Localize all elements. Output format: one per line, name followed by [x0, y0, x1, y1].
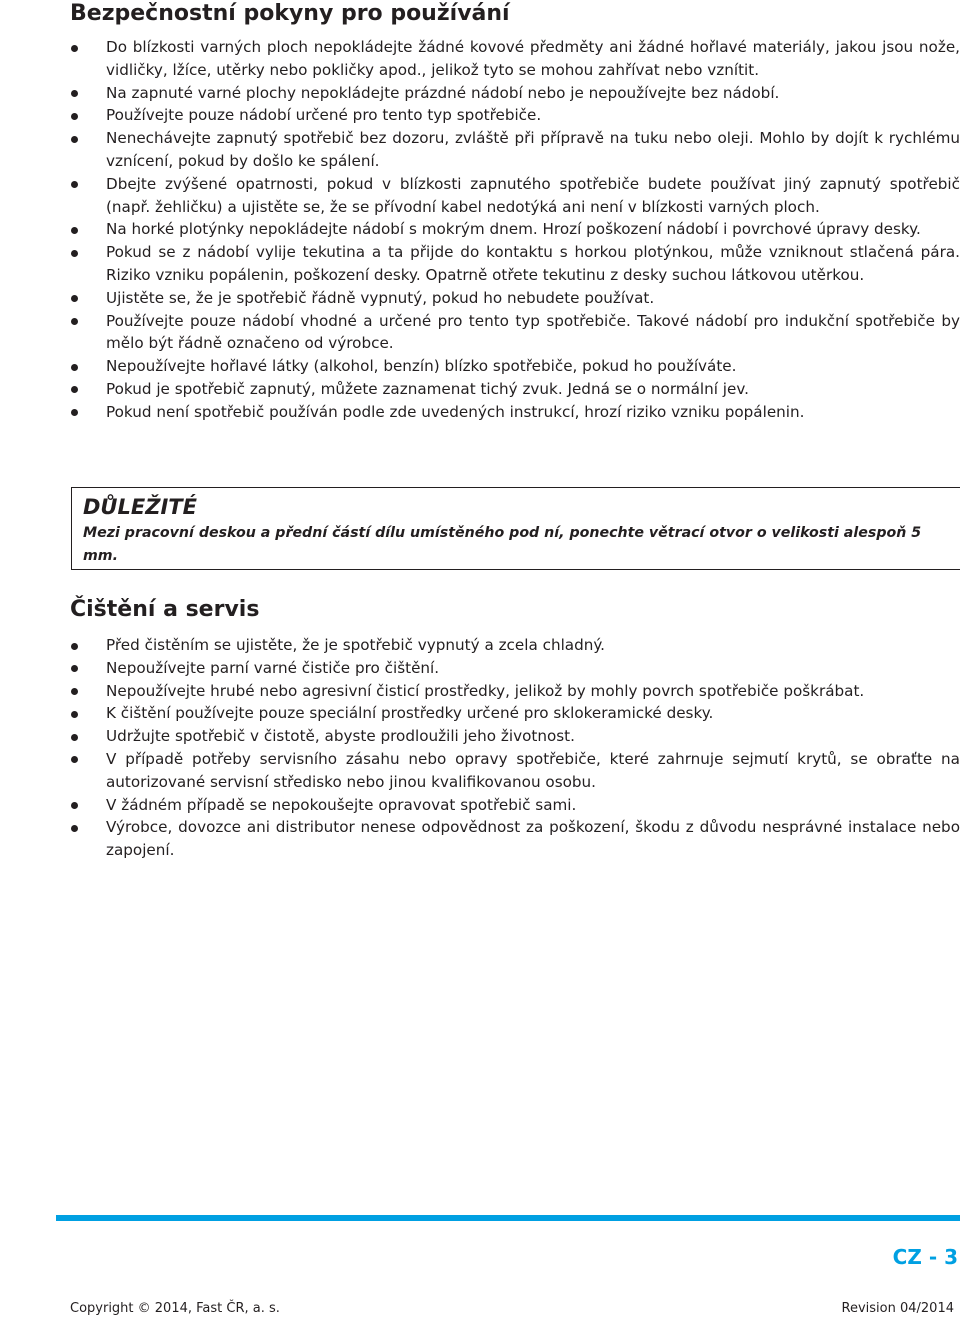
list-item	[70, 104, 960, 127]
list-item	[70, 173, 960, 219]
important-notice-box	[71, 487, 960, 570]
list-item-text: Na horké plotýnky nepokládejte nádobí s mokrým dnem. Hrozí poškození nádobí i povrchové úpravy desky.	[106, 220, 921, 239]
list-item	[70, 657, 960, 680]
list-item-text: V žádném případě se nepokoušejte opravovat spotřebič sami.	[106, 795, 577, 814]
bullet-icon	[71, 756, 78, 763]
list-item	[70, 702, 960, 725]
list-item-text: Udržujte spotřebič v čistotě, abyste prodloužili jeho životnost.	[106, 727, 575, 746]
bullet-icon	[71, 227, 78, 234]
list-item	[70, 82, 960, 105]
safety-section-title: Bezpečnostní pokyny pro používání	[70, 1, 510, 26]
list-item	[70, 218, 960, 241]
bullet-icon	[71, 734, 78, 741]
list-item	[70, 816, 960, 862]
bullet-icon	[71, 711, 78, 718]
list-item-text: Pokud se z nádobí vylije tekutina a ta přijde do kontaktu s horkou plotýnkou, může vzniknout stlačená pára. Riziko vzniku popálenin, poškození desky. Opatrně otřete tekutinu z desky suchou látkovou utěrkou.	[106, 243, 960, 284]
bullet-icon	[71, 250, 78, 257]
page-number: CZ - 3	[892, 1245, 958, 1269]
list-item	[70, 36, 960, 82]
revision-text: Revision 04/2014	[841, 1301, 954, 1316]
list-item-text: Nepoužívejte hořlavé látky (alkohol, benzín) blízko spotřebiče, pokud ho používáte.	[106, 357, 737, 376]
list-item-text: Nenechávejte zapnutý spotřebič bez dozoru, zvláště při přípravě na tuku nebo oleji. Mohlo by dojít k rychlému vznícení, pokud by došlo ke spálení.	[106, 129, 960, 170]
bullet-icon	[71, 318, 78, 325]
bullet-icon	[71, 643, 78, 650]
list-item-text: Před čistěním se ujistěte, že je spotřebič vypnutý a zcela chladný.	[106, 636, 606, 654]
list-item-text: Používejte pouze nádobí vhodné a určené pro tento typ spotřebiče. Takové nádobí pro indukční spotřebiče by mělo být řádně označeno od výrobce.	[106, 311, 960, 353]
list-item-text: Pokud není spotřebič používán podle zde uvedených instrukcí, hrozí riziko vzniku popálenin.	[106, 402, 805, 421]
list-item-text: V případě potřeby servisního zásahu nebo opravy spotřebiče, které zahrnuje sejmutí krytů, se obraťte na autorizované servisní středisko nebo jinou kvalifikovanou osobu.	[106, 749, 960, 791]
list-item-text: Nepoužívejte hrubé nebo agresivní čisticí prostředky, jelikož by mohly povrch spotřebiče poškrábat.	[106, 681, 865, 700]
list-item-text: Výrobce, dovozce ani distributor nenese odpovědnost za poškození, škodu z důvodu nesprávné instalace nebo zapojení.	[106, 818, 960, 860]
footer-divider	[56, 1215, 960, 1221]
list-item	[70, 310, 960, 356]
copyright-text: Copyright © 2014, Fast ČR, a. s.	[70, 1301, 280, 1316]
list-item-text: K čištění používejte pouze speciální prostředky určené pro sklokeramické desky.	[106, 704, 714, 723]
bullet-icon	[71, 295, 78, 302]
list-item	[70, 725, 960, 748]
bullet-icon	[71, 113, 78, 120]
bullet-icon	[71, 386, 78, 393]
bullet-icon	[71, 665, 78, 672]
cleaning-instructions-list	[70, 634, 960, 862]
bullet-icon	[71, 802, 78, 809]
list-item-text: Do blízkosti varných ploch nepokládejte žádné kovové předměty ani žádné hořlavé materiály, jakou jsou nože, vidličky, lžíce, utěrky nebo pokličky apod., jelikož tyto se mohou zahřívat nebo vznítit.	[106, 38, 960, 79]
bullet-icon	[71, 90, 78, 97]
list-item	[70, 680, 960, 703]
bullet-icon	[71, 825, 78, 832]
list-item	[70, 401, 960, 424]
safety-instructions-list	[70, 36, 960, 424]
bullet-icon	[71, 136, 78, 143]
list-item	[70, 241, 960, 287]
list-item	[70, 748, 960, 794]
list-item-text: Pokud je spotřebič zapnutý, můžete zaznamenat tichý zvuk. Jedná se o normální jev.	[106, 379, 749, 398]
important-text: Mezi pracovní deskou a přední částí dílu umístěného pod ní, ponechte větrací otvor o velikosti alespoň 5 mm.	[83, 525, 922, 564]
cleaning-section-title: Čištění a servis	[70, 597, 260, 622]
list-item-text: Na zapnuté varné plochy nepokládejte prázdné nádobí nebo je nepoužívejte bez nádobí.	[106, 83, 780, 102]
list-item	[70, 287, 960, 310]
list-item-text: Dbejte zvýšené opatrnosti, pokud v blízkosti zapnutého spotřebiče budete používat jiný zapnutý spotřebič (např. žehličku) a ujistěte se, že se přívodní kabel nedotýká ani není v blízkosti varných ploch.	[106, 174, 960, 216]
list-item	[70, 378, 960, 401]
bullet-icon	[71, 364, 78, 371]
bullet-icon	[71, 45, 78, 52]
list-item	[70, 355, 960, 378]
list-item	[70, 794, 960, 817]
list-item-text: Používejte pouze nádobí určené pro tento typ spotřebiče.	[106, 106, 542, 125]
list-item-text: Nepoužívejte parní varné čističe pro čištění.	[106, 658, 440, 677]
bullet-icon	[71, 181, 78, 188]
list-item-text: Ujistěte se, že je spotřebič řádně vypnutý, pokud ho nebudete používat.	[106, 288, 655, 307]
list-item	[70, 127, 960, 173]
bullet-icon	[71, 409, 78, 416]
bullet-icon	[71, 688, 78, 695]
important-heading: DŮLEŽITÉ	[83, 495, 197, 519]
list-item	[70, 634, 960, 657]
